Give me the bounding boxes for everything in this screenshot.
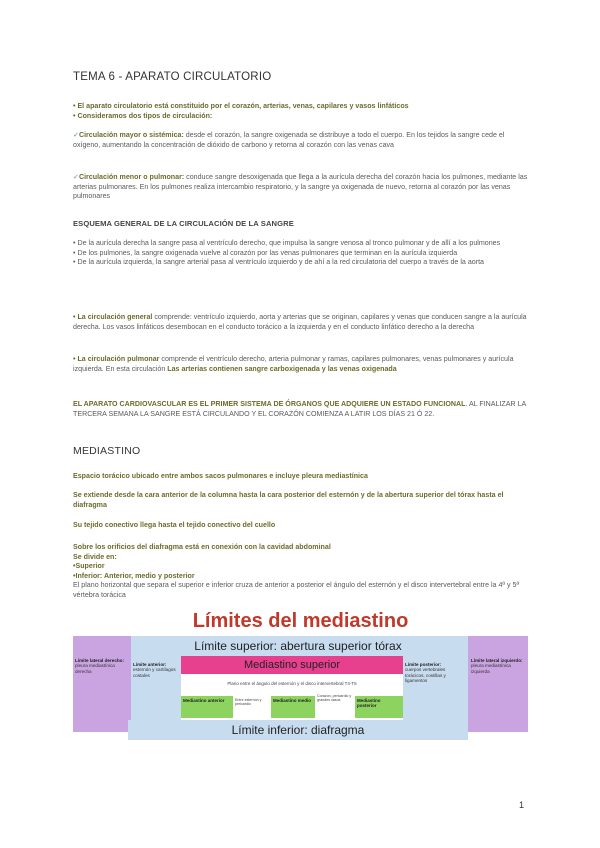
post-text: cuerpos vertebrales torácicos, costillas y ligamentos: [405, 667, 446, 683]
page-number: 1: [519, 800, 525, 810]
circulacion-menor-text: conduce sangre desoxigenada que llega a la aurícula derecha del corazón hacia los pulmones, mediante las arterias pulmonares. En los pulmones realiza intercambio respiratorio, y la sangre ya oxigenada de nuevo, retorna al corazón por las venas pulmonares: [73, 173, 528, 201]
mediastino-division: [73, 543, 528, 601]
mediastino-p1-text: Espacio torácico ubicado entre ambos sacos pulmonares e incluye pleura mediastínica: [73, 472, 368, 480]
mediastino-p7: •Inferior: Anterior, medio y posterior: [73, 571, 195, 580]
intro-line-2: • Consideramos dos tipos de circulación:: [73, 111, 213, 120]
intro-line-1: • El aparato circulatorio está constituido por el corazón, arterias, venas, capilares y vasos linfáticos: [73, 102, 409, 110]
circulacion-menor-lead: Circulación menor o pulmonar:: [78, 173, 185, 181]
cardio-bold: EL APARATO CARDIOVASCULAR ES EL PRIMER SISTEMA DE ÓRGANOS QUE ADQUIERE UN ESTADO FUNCIONAL: [73, 400, 466, 408]
lat-izq-title: Límite lateral izquierdo:: [471, 658, 523, 663]
diagram-limite-inferior: Límite inferior: diafragma: [128, 720, 468, 740]
mediastino-heading: MEDIASTINO: [73, 445, 141, 457]
circulacion-pulmonar-lead: • La circulación pulmonar: [73, 355, 160, 363]
mediastino-p6: •Superior: [73, 562, 105, 571]
mediastino-p5: Se divide en:: [73, 552, 117, 561]
diagram-note-medio: Corazón, pericardio y grandes vasos: [317, 694, 352, 703]
ant-text: esternón y cartílagos costales: [133, 667, 176, 678]
circulacion-mayor-paragraph: [73, 131, 528, 150]
mediastino-p1: [73, 472, 528, 482]
circulacion-menor-paragraph: [73, 173, 528, 202]
intro-paragraph: [73, 102, 528, 121]
circulacion-general-paragraph: [73, 313, 528, 332]
esquema-bullets: [73, 239, 528, 268]
circulacion-general-text: comprende: ventrículo izquierdo, aorta y arterias que se originan, capilares y venas que conducen sangre a la aurícula derecha. Los vasos linfáticos desembocan en el conducto torácico a la izquierda y en el conducto linfático derecho a la derecha: [73, 313, 527, 331]
check-icon: ✓: [73, 131, 79, 139]
diagram-limite-lateral-derecho: [73, 636, 131, 732]
diagram-limite-posterior: [403, 656, 468, 720]
mediastino-p8: El plano horizontal que separa el superior e inferior cruza de anterior a posterior el ángulo del esternón y el disco intervertebral entre la 4ª y 5ª vértebra torácica: [73, 581, 520, 599]
diagram-mediastino-anterior: Mediastino anterior: [181, 696, 233, 718]
mediastino-p2: [73, 491, 528, 510]
diagram-title: Límites del mediastino: [192, 610, 409, 632]
diagram-mediastino-superior: Mediastino superior: [181, 656, 403, 674]
check-icon: ✓: [73, 173, 79, 181]
diagram-limite-lateral-izquierdo: [468, 636, 528, 732]
document-title: TEMA 6 - APARATO CIRCULATORIO: [73, 71, 272, 83]
mediastino-p3-text: Su tejido conectivo llega hasta el tejido conectivo del cuello: [73, 521, 276, 529]
circulacion-mayor-lead: Circulación mayor o sistémica:: [78, 131, 184, 139]
mediastino-p2-text: Se extiende desde la cara anterior de la columna hasta la cara posterior del esternón y de la abertura superior del tórax hasta el diafragma: [73, 491, 504, 509]
post-title: Límite posterior:: [405, 662, 442, 667]
lat-der-text: pleura mediastínica derecha: [75, 663, 115, 674]
diagram-mediastino-medio: Mediastino medio: [271, 696, 315, 718]
esquema-heading: ESQUEMA GENERAL DE LA CIRCULACIÓN DE LA SANGRE: [73, 219, 294, 228]
circulacion-mayor-text: desde el corazón, la sangre oxigenada se distribuye a todo el cuerpo. En los tejidos la sangre cede el oxígeno, aumentando la concentración de dióxido de carbono y retorna al corazón con las venas cava: [73, 131, 505, 149]
circulacion-pulmonar-bold: Las arterias contienen sangre carboxigenada y las venas oxigenada: [167, 364, 397, 373]
diagram-mediastino-posterior: Mediastino posterior: [355, 696, 403, 718]
circulacion-pulmonar-text: comprende el ventrículo derecho, arteria pulmonar y ramas, capilares pulmonares, venas pulmonares y aurícula izquierda. En esta circulación: [73, 355, 514, 373]
circulacion-pulmonar-paragraph: [73, 355, 528, 374]
cardio-paragraph: [73, 400, 528, 419]
diagram-note-anterior: Entre esternón y pericardio: [235, 698, 262, 707]
esquema-bullet-2: • De los pulmones, la sangre oxigenada vuelve al corazón por las venas pulmonares que terminan en la aurícula izquierda: [73, 248, 458, 257]
esquema-bullet-3: • De la aurícula izquierda, la sangre arterial pasa al ventrículo izquierdo y de ahí a la red circulatoria del cuerpo a través de la aorta: [73, 258, 484, 267]
diagram-limite-anterior: [131, 656, 181, 720]
ant-title: Límite anterior:: [133, 662, 167, 667]
lat-izq-text: pleura mediastínica izquierda: [471, 663, 511, 674]
esquema-bullet-1: • De la aurícula derecha la sangre pasa al ventrículo derecho, que impulsa la sangre venosa al tronco pulmonar y de allí a los pulmones: [73, 239, 501, 247]
mediastino-p4: Sobre los orificios del diafragma está en conexión con la cavidad abdominal: [73, 543, 331, 551]
mediastino-diagram: [73, 608, 528, 744]
lat-der-title: Límite lateral derecho:: [75, 658, 125, 663]
mediastino-p3: [73, 521, 528, 531]
diagram-plano: Plano entre el ángulo del esternón y el disco intervertebral T4-T5: [181, 674, 403, 694]
diagram-limite-superior: Límite superior: abertura superior tórax: [128, 636, 468, 656]
circulacion-general-lead: • La circulación general: [73, 313, 153, 321]
cardio-rest: . AL FINALIZAR LA TERCERA SEMANA LA SANGRE ESTÁ CIRCULANDO Y EL CORAZÓN COMIENZA A LATIR LOS DÍAS 21 Ó 22.: [73, 400, 526, 418]
